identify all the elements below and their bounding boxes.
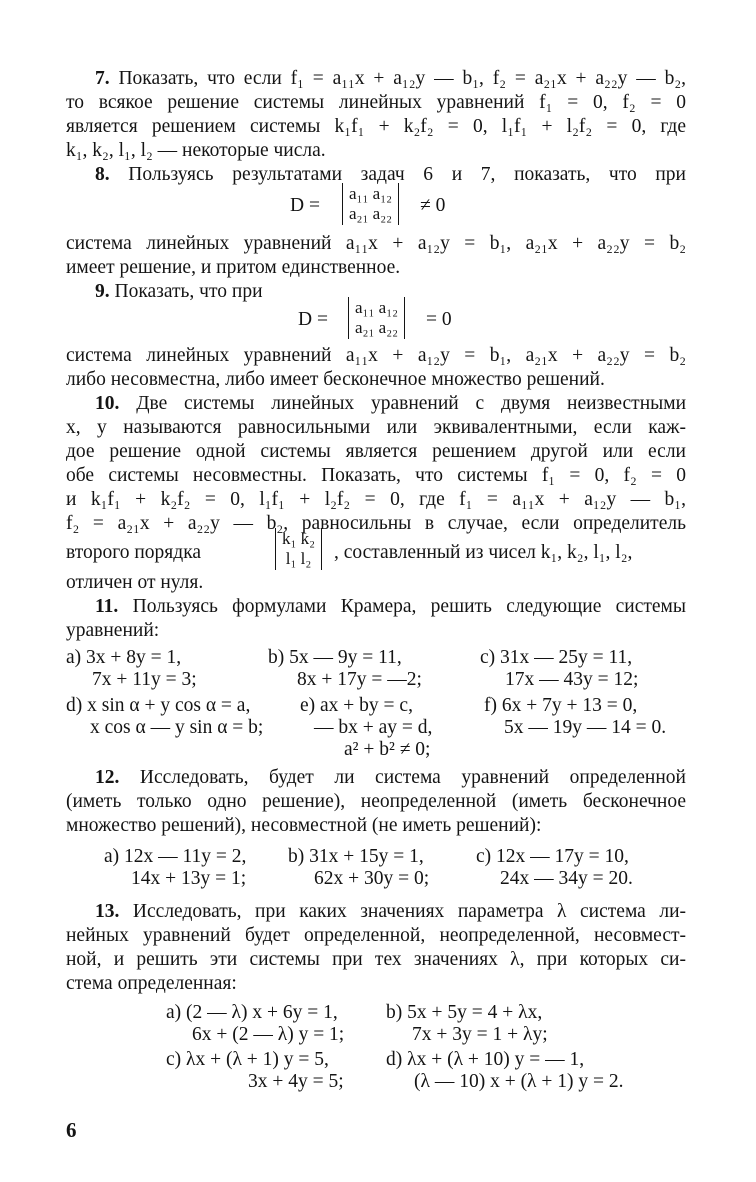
- system-13a-eq-2: 6x + (2 — λ) y = 1;: [192, 1024, 345, 1045]
- system-11e-eq-2: — bx + ay = d,: [314, 717, 433, 738]
- problem-10-line-4: обе системы несовместны. Показать, что системы f₁ = 0, f₂ = 0: [66, 465, 686, 486]
- system-13d-eq-1: d) λx + (λ + 10) y = — 1,: [386, 1049, 585, 1070]
- system-13b-eq-1: b) 5x + 5y = 4 + λx,: [386, 1002, 543, 1023]
- det-row-1: a₁₁ a₁₂: [349, 184, 393, 203]
- system-12a-eq-1: a) 12x — 11y = 2,: [104, 846, 247, 867]
- det-row-1: a₁₁ a₁₂: [355, 298, 399, 317]
- problem-10-number: 10.: [95, 393, 120, 414]
- problem-7-line-2: то всякое решение системы линейных уравнений f₁ = 0, f₂ = 0: [66, 92, 686, 113]
- system-13b-eq-2: 7x + 3y = 1 + λy;: [412, 1024, 548, 1045]
- problem-7-line-3: является решением системы k₁f₁ + k₂f₂ = 0, l₁f₁ + l₂f₂ = 0, где: [66, 116, 686, 137]
- problem-13-line-3: ной, и решить эти системы при тех значениях λ, при которых си-: [66, 949, 686, 970]
- system-11d-eq-1: d) x sin α + y cos α = a,: [66, 695, 251, 716]
- system-11a-eq-2: 7x + 11y = 3;: [92, 669, 197, 690]
- problem-10-line-8: отличен от нуля.: [66, 572, 204, 593]
- problem-12-number: 12.: [95, 767, 120, 788]
- system-12b-eq-2: 62x + 30y = 0;: [314, 868, 430, 889]
- problem-10-line-1: [95, 392, 686, 416]
- det-row-2: a₂₁ a₂₂: [355, 318, 399, 337]
- det-row-2: a₂₁ a₂₂: [349, 204, 393, 223]
- problem-13-line-4: стема определенная:: [66, 973, 237, 994]
- problem-13-number: 13.: [95, 901, 120, 922]
- problem-11-text: Пользуясь формулами Крамера, решить следующие системы: [132, 596, 687, 617]
- problem-8-line-2: система линейных уравнений a₁₁x + a₁₂y = b₁, a₂₁x + a₂₂y = b₂: [66, 233, 686, 254]
- problem-8-line-3: имеет решение, и притом единственное.: [66, 257, 401, 278]
- problem-10-line-7-prefix: второго порядка: [66, 542, 202, 563]
- problem-13-text: Исследовать, при каких значениях параметра λ система ли-: [132, 901, 686, 922]
- system-11c-eq-2: 17x — 43y = 12;: [505, 669, 639, 690]
- problem-9-text: Показать, что при: [114, 281, 263, 302]
- system-11b-eq-2: 8x + 17y = —2;: [297, 669, 422, 690]
- system-12c-eq-2: 24x — 34y = 20.: [500, 868, 633, 889]
- system-11c-eq-1: c) 31x — 25y = 11,: [480, 647, 633, 668]
- problem-11-line-1: [95, 595, 686, 619]
- problem-13-line-2: нейных уравнений будет определенной, неопределенной, несовмест-: [66, 925, 686, 946]
- problem-7-text: Показать, что если f₁ = a₁₁x + a₁₂y — b₁, f₂ = a₂₁x + a₂₂y — b₂,: [118, 68, 686, 89]
- problem-8-determinant: [342, 183, 399, 225]
- problem-8-number: 8.: [95, 164, 110, 185]
- det-row-1: k₁ k₂: [282, 529, 316, 548]
- system-11f-eq-1: f) 6x + 7y + 13 = 0,: [484, 695, 638, 716]
- problem-9-number: 9.: [95, 281, 110, 302]
- system-11d-eq-2: x cos α — y sin α = b;: [90, 717, 264, 738]
- problem-12-text: Исследовать, будет ли система уравнений определенной: [139, 767, 686, 788]
- problem-9-line-3: либо несовместна, либо имеет бесконечное множество решений.: [66, 369, 605, 390]
- system-12b-eq-1: b) 31x + 15y = 1,: [288, 846, 424, 867]
- system-11b-eq-1: b) 5x — 9y = 11,: [268, 647, 402, 668]
- problem-8-det-prefix: D =: [290, 195, 320, 216]
- problem-10-line-6: f₂ = a₂₁x + a₂₂y — b₂, равносильны в случае, если определитель: [66, 513, 686, 534]
- det-row-2: l₁ l₂: [285, 549, 312, 568]
- problem-9-det-suffix: = 0: [426, 309, 452, 330]
- system-13c-eq-1: c) λx + (λ + 1) y = 5,: [166, 1049, 329, 1070]
- system-11e-eq-1: e) ax + by = c,: [300, 695, 413, 716]
- system-13d-eq-2: (λ — 10) x + (λ + 1) y = 2.: [414, 1071, 624, 1092]
- problem-10-line-2: x, y называются равносильными или эквивалентными, если каж-: [66, 417, 686, 438]
- problem-11-number: 11.: [95, 596, 119, 617]
- problem-12-line-1: [95, 766, 686, 790]
- system-11e-condition: a² + b² ≠ 0;: [344, 739, 431, 760]
- problem-7-line-1: [95, 67, 686, 91]
- problem-12-line-3: множество решений), несовместной (не иметь решений):: [66, 815, 542, 836]
- system-13a-eq-1: a) (2 — λ) x + 6y = 1,: [166, 1002, 338, 1023]
- system-12a-eq-2: 14x + 13y = 1;: [131, 868, 247, 889]
- problem-10-line-3: дое решение одной системы является решением другой или если: [66, 441, 686, 462]
- problem-10-line-7-suffix: , составленный из чисел k₁, k₂, l₁, l₂,: [334, 542, 633, 563]
- system-13c-eq-2: 3x + 4y = 5;: [248, 1071, 344, 1092]
- problem-10-text: Две системы линейных уравнений с двумя неизвестными: [136, 393, 687, 414]
- problem-8-det-suffix: ≠ 0: [420, 195, 446, 216]
- problem-7-line-4: k₁, k₂, l₁, l₂ — некоторые числа.: [66, 140, 326, 161]
- system-11f-eq-2: 5x — 19y — 14 = 0.: [504, 717, 667, 738]
- problem-9-det-prefix: D =: [298, 309, 328, 330]
- page-number: 6: [66, 1118, 77, 1142]
- problem-8-text: Пользуясь результатами задач 6 и 7, показать, что при: [128, 164, 686, 185]
- problem-13-line-1: [95, 900, 686, 924]
- problem-11-line-2: уравнений:: [66, 620, 160, 641]
- problem-12-line-2: (иметь только одно решение), неопределенной (иметь бесконечное: [66, 791, 686, 812]
- problem-7-number: 7.: [95, 68, 110, 89]
- system-12c-eq-1: c) 12x — 17y = 10,: [476, 846, 629, 867]
- problem-9-determinant: [348, 297, 405, 339]
- system-11a-eq-1: a) 3x + 8y = 1,: [66, 647, 182, 668]
- problem-9-line-2: система линейных уравнений a₁₁x + a₁₂y = b₁, a₂₁x + a₂₂y = b₂: [66, 345, 686, 366]
- problem-10-line-5: и k₁f₁ + k₂f₂ = 0, l₁f₁ + l₂f₂ = 0, где f₁ = a₁₁x + a₁₂y — b₁,: [66, 489, 686, 510]
- problem-10-determinant: [275, 528, 322, 570]
